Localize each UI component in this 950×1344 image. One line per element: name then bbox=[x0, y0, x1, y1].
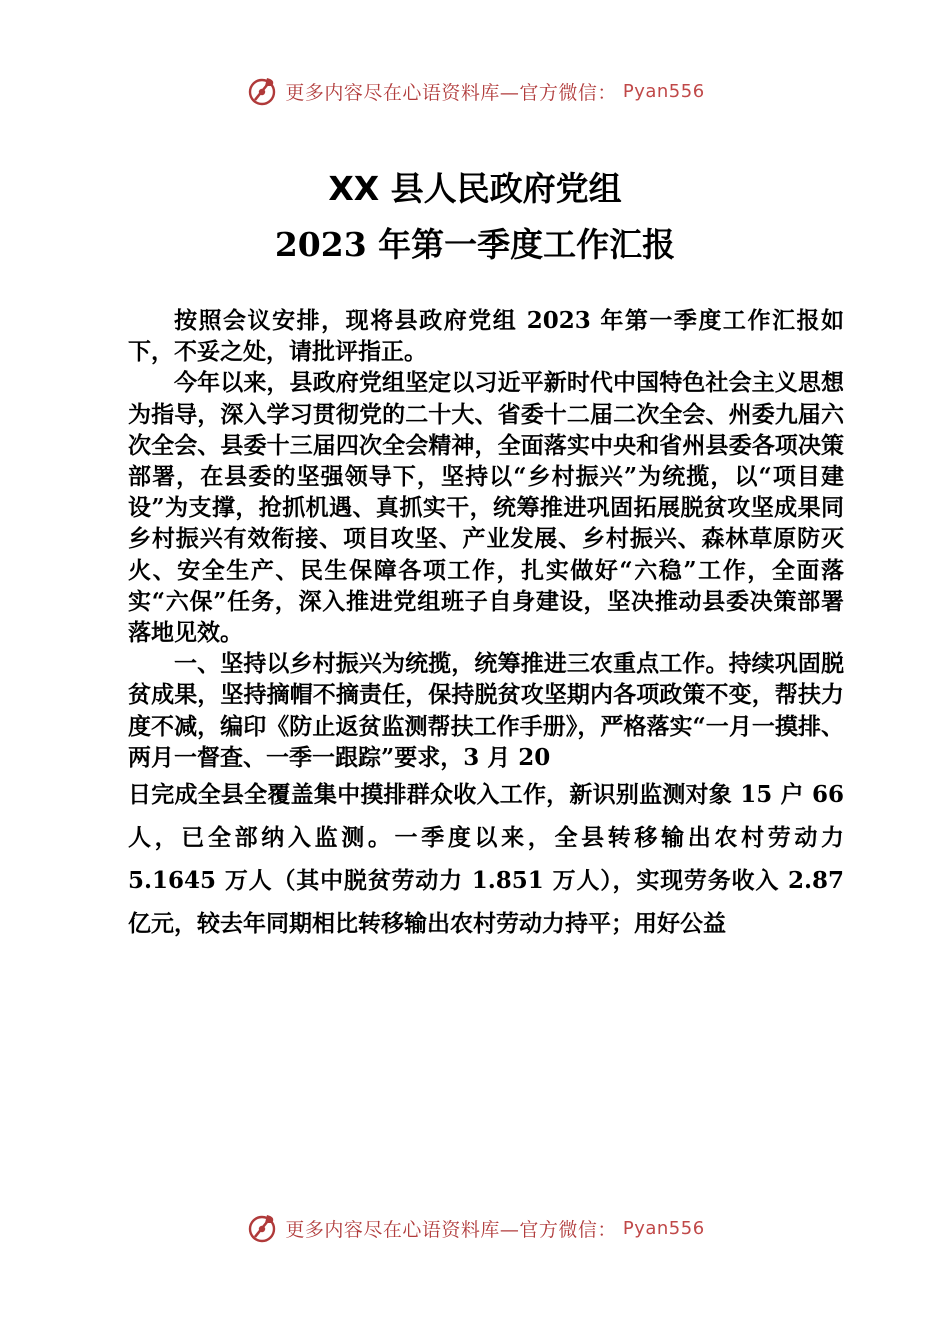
document-title-line2: 2023 年第一季度工作汇报 bbox=[274, 225, 676, 264]
watermark-handle: Pyan556 bbox=[622, 1217, 705, 1239]
watermark-text: 更多内容尽在心语资料库—官方微信： bbox=[285, 81, 617, 104]
paragraph-section-one-continued: 日完成全县全覆盖集中摸排群众收入工作，新识别监测对象 15 户 66 人，已全部纳入监测。一季度以来，全县转移输出农村劳动力 5.1645 万人（其中脱贫劳动力 1.851 万人），实现劳务收入 2.87 亿元，较去年同期相比转移输出农村劳动力持平；用好公益 bbox=[128, 781, 844, 938]
paragraph-overview: 今年以来，县政府党组坚定以习近平新时代中国特色社会主义思想为指导，深入学习贯彻党的二十大、省委十二届二次全会、州委九届六次全会、县委十三届四次全会精神，全面落实中央和省州县委各项决策部署，在县委的坚强领导下，坚持以“乡村振兴”为统揽，以“项目建设”为支撑，抢抓机遇、真抓实干，统筹推进巩固拓展脱贫攻坚成果同乡村振兴有效衔接、项目攻坚、产业发展、乡村振兴、森林草原防灭火、安全生产、民生保障各项工作，扎实做好“六稳”工作，全面落实“六保”任务，深入推进党组班子自身建设，坚决推动县委决策部署落地见效。 bbox=[128, 369, 844, 647]
paragraph-intro: 按照会议安排，现将县政府党组 2023 年第一季度工作汇报如下，不妥之处，请批评指正。 bbox=[128, 307, 844, 366]
document-title-line1: XX 县人民政府党组 bbox=[328, 169, 622, 208]
watermark-handle: Pyan556 bbox=[622, 80, 705, 102]
quill-pen-seal-icon bbox=[245, 74, 279, 108]
header-watermark bbox=[0, 74, 950, 108]
document-body bbox=[128, 305, 844, 945]
quill-pen-seal-icon bbox=[245, 1211, 279, 1245]
watermark-text: 更多内容尽在心语资料库—官方微信： bbox=[285, 1218, 617, 1241]
footer-watermark bbox=[0, 1211, 950, 1245]
paragraph-section-one: 一、坚持以乡村振兴为统揽，统筹推进三农重点工作。持续巩固脱贫成果，坚持摘帽不摘责任，保持脱贫攻坚期内各项政策不变，帮扶力度不减，编印《防止返贫监测帮扶工作手册》，严格落实“一月一摸排、两月一督查、一季一跟踪”要求，3 月 20 bbox=[128, 650, 844, 771]
